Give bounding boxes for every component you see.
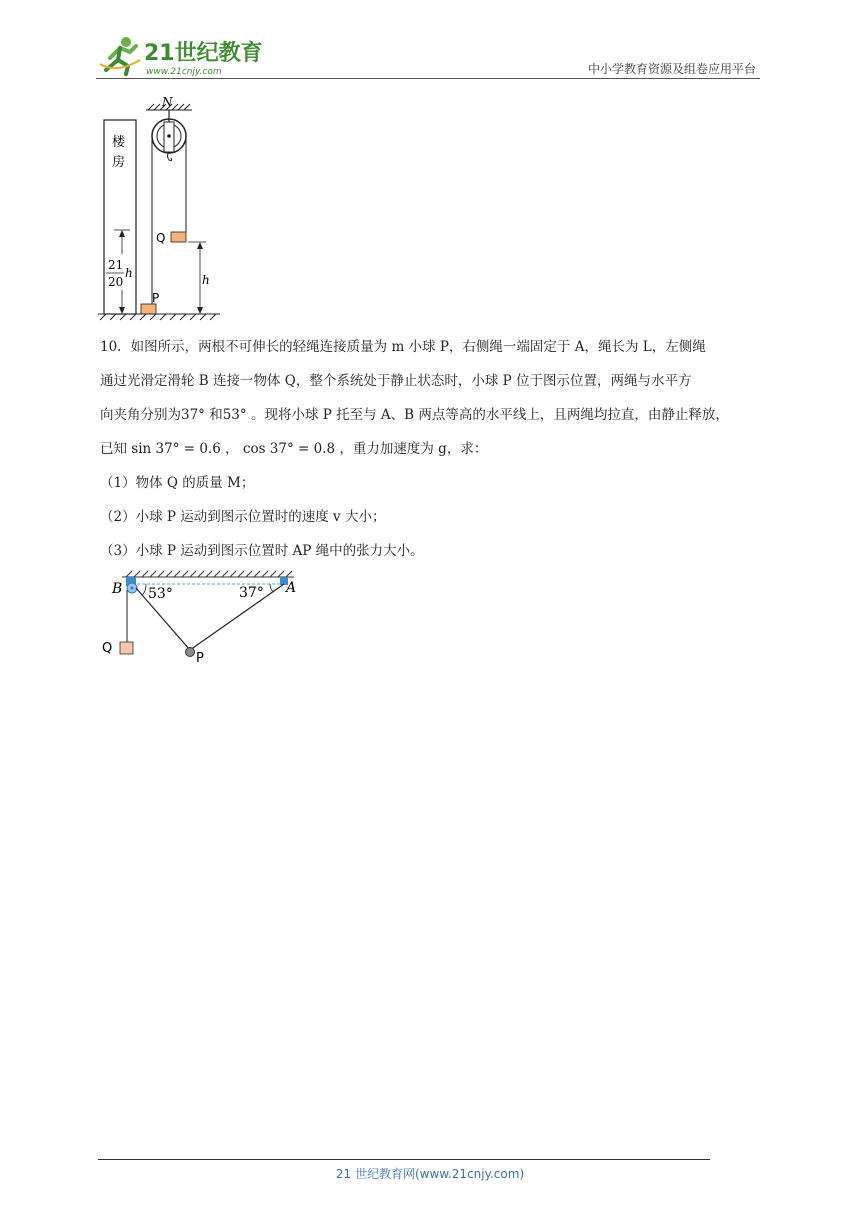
ground-hatch (98, 314, 220, 320)
fraction-numerator: 21 (108, 258, 124, 272)
footer-text: 21 世纪教育网(www.21cnjy.com) (335, 1167, 525, 1181)
label-p-2: P (196, 651, 204, 666)
header-platform-text: 中小学教育资源及组卷应用平台 (587, 62, 756, 76)
question-line-4: 已知 sin 37° = 0.6 ， cos 37° = 0.8 ，重力加速度为 g，求： (100, 441, 488, 457)
page-header (96, 30, 760, 80)
ball-p (186, 648, 195, 657)
site-logo (96, 30, 266, 78)
label-n: N (162, 95, 173, 109)
label-h: h (202, 273, 210, 287)
logo-url: www.21cnjy.com (146, 67, 222, 77)
label-q-2: Q (102, 641, 113, 656)
sub-question-3: （3）小球 P 运动到图示位置时 AP 绳中的张力大小。 (100, 543, 424, 559)
fraction-h: h (125, 266, 133, 280)
sub-question-2: （2）小球 P 运动到图示位置时的速度 v 大小； (100, 509, 386, 525)
question-line-2: 通过光滑定滑轮 B 连接一物体 Q，整个系统处于静止状态时，小球 P 位于图示位置，两绳与水平方 (100, 373, 692, 389)
sub-question-1: （1）物体 Q 的质量 M； (100, 475, 255, 491)
angle-53: 53° (148, 586, 173, 602)
figure-ropes-ball (102, 568, 312, 668)
question-line-3: 向夹角分别为37° 和53° 。现将小球 P 托至与 A、B 两点等高的水平线上，且两绳均拉直，由静止释放， (100, 407, 729, 423)
question-10 (100, 330, 766, 568)
label-b: B (112, 581, 123, 597)
angle-37: 37° (239, 585, 264, 601)
header-divider (96, 78, 760, 79)
fraction-denominator: 20 (108, 275, 124, 289)
block-q-2 (120, 642, 133, 654)
label-p: P (152, 291, 160, 305)
ceiling-hatch-2 (122, 571, 294, 577)
label-a: A (286, 580, 297, 596)
question-line-1: 10．如图所示，两根不可伸长的轻绳连接质量为 m 小球 P，右侧绳一端固定于 A，绳长为 L，左侧绳 (100, 339, 706, 355)
figure-building-pulley (96, 94, 236, 326)
logo-text: 21世纪教育 (144, 41, 263, 66)
footer-divider (98, 1159, 710, 1160)
building-label-1: 楼 (112, 135, 126, 150)
block-q (171, 232, 186, 242)
label-q: Q (156, 231, 166, 245)
building-label-2: 房 (112, 155, 126, 170)
block-p (141, 304, 156, 314)
